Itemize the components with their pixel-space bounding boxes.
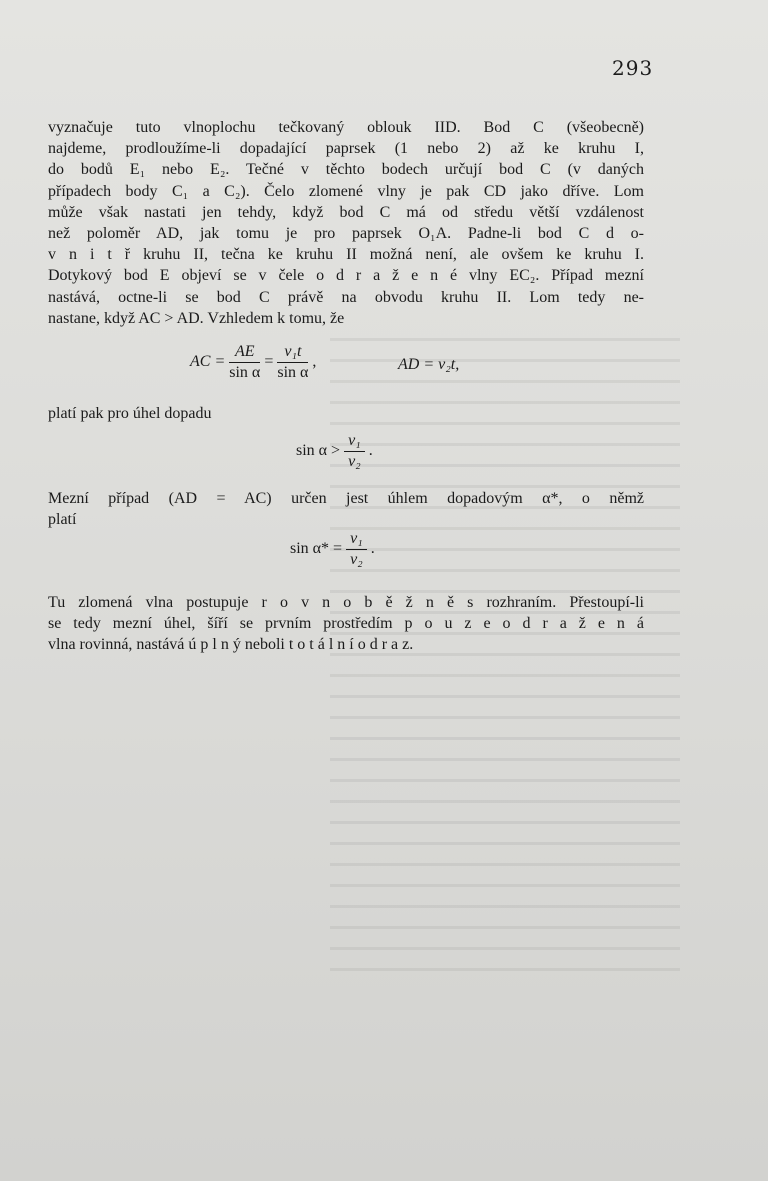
formula-lhs: sin α > — [296, 442, 341, 460]
fraction-numerator: v₁ — [346, 530, 367, 550]
text-line: může však nastati jen tehdy, když bod C má od středu větší vzdálenost — [48, 203, 644, 221]
formula-period: . — [370, 540, 375, 558]
fraction — [344, 432, 365, 471]
text-line: se tedy mezní úhel, šíří se prvním prostředím p o u z e o d r a ž e n á — [48, 615, 644, 633]
formula-critical-angle — [290, 530, 375, 569]
text-line: Tu zlomená vlna postupuje r o v n o b ě ž n ě s rozhraním. Přestoupí-li — [48, 594, 644, 611]
fraction — [346, 530, 367, 569]
text-line: vlna rovinná, nastává ú p l n ý neboli t o t á l n í o d r a z. — [48, 636, 414, 654]
bleed-through-shadow — [330, 320, 680, 1100]
formula-ad: AD = v₂t, — [398, 356, 460, 373]
page-number: 293 — [612, 56, 654, 80]
paragraph-4 — [48, 592, 644, 656]
formula-comma: , — [312, 353, 317, 371]
formula-ac — [190, 343, 316, 382]
fraction — [277, 343, 308, 382]
fraction-denominator: sin α — [229, 364, 261, 381]
paragraph-2: platí pak pro úhel dopadu — [48, 405, 212, 422]
fraction-denominator: v₂ — [348, 453, 361, 470]
text-line: platí — [48, 511, 77, 529]
formula-inequality — [296, 432, 373, 471]
text-line: nastane, když AC > AD. Vzhledem k tomu, že — [48, 309, 345, 327]
fraction-denominator: sin α — [277, 364, 309, 381]
text-line: případech body C₁ a C₂). Čelo zlomené vlny je pak CD jako dříve. Lom — [48, 182, 644, 200]
text-line: do bodů E₁ nebo E₂. Tečné v těchto bodech určují bod C (v daných — [48, 161, 644, 179]
paragraph-3 — [48, 488, 644, 530]
text-line: nastává, octne-li se bod C právě na obvodu kruhu II. Lom tedy ne- — [48, 288, 644, 306]
text-line: v n i t ř kruhu II, tečna ke kruhu II možná není, ale ovšem ke kruhu I. — [48, 246, 644, 264]
fraction-numerator: AE — [229, 343, 260, 363]
fraction — [229, 343, 260, 382]
formula-lhs: sin α* = — [290, 540, 343, 558]
fraction-denominator: v₂ — [350, 551, 363, 568]
formula-lhs: AC = — [190, 353, 226, 371]
text-line: Mezní případ (AD = AC) určen jest úhlem dopadovým α*, o němž — [48, 490, 644, 507]
formula-period: . — [368, 442, 373, 460]
fraction-numerator: v₁ — [344, 432, 365, 452]
paragraph-1 — [48, 117, 644, 329]
text-line: najdeme, prodloužíme-li dopadající paprsek (1 nebo 2) až ke kruhu I, — [48, 140, 644, 158]
text-line: Dotykový bod E objeví se v čele o d r a ž e n é vlny EC₂. Případ mezní — [48, 267, 644, 285]
fraction-numerator: v₁t — [277, 343, 308, 363]
text-line: než poloměr AD, jak tomu je pro paprsek O₁A. Padne-li bod C d o- — [48, 225, 644, 243]
equals-sign: = — [264, 353, 274, 371]
text-line: vyznačuje tuto vlnoplochu tečkovaný oblouk IID. Bod C (všeobecně) — [48, 119, 644, 136]
